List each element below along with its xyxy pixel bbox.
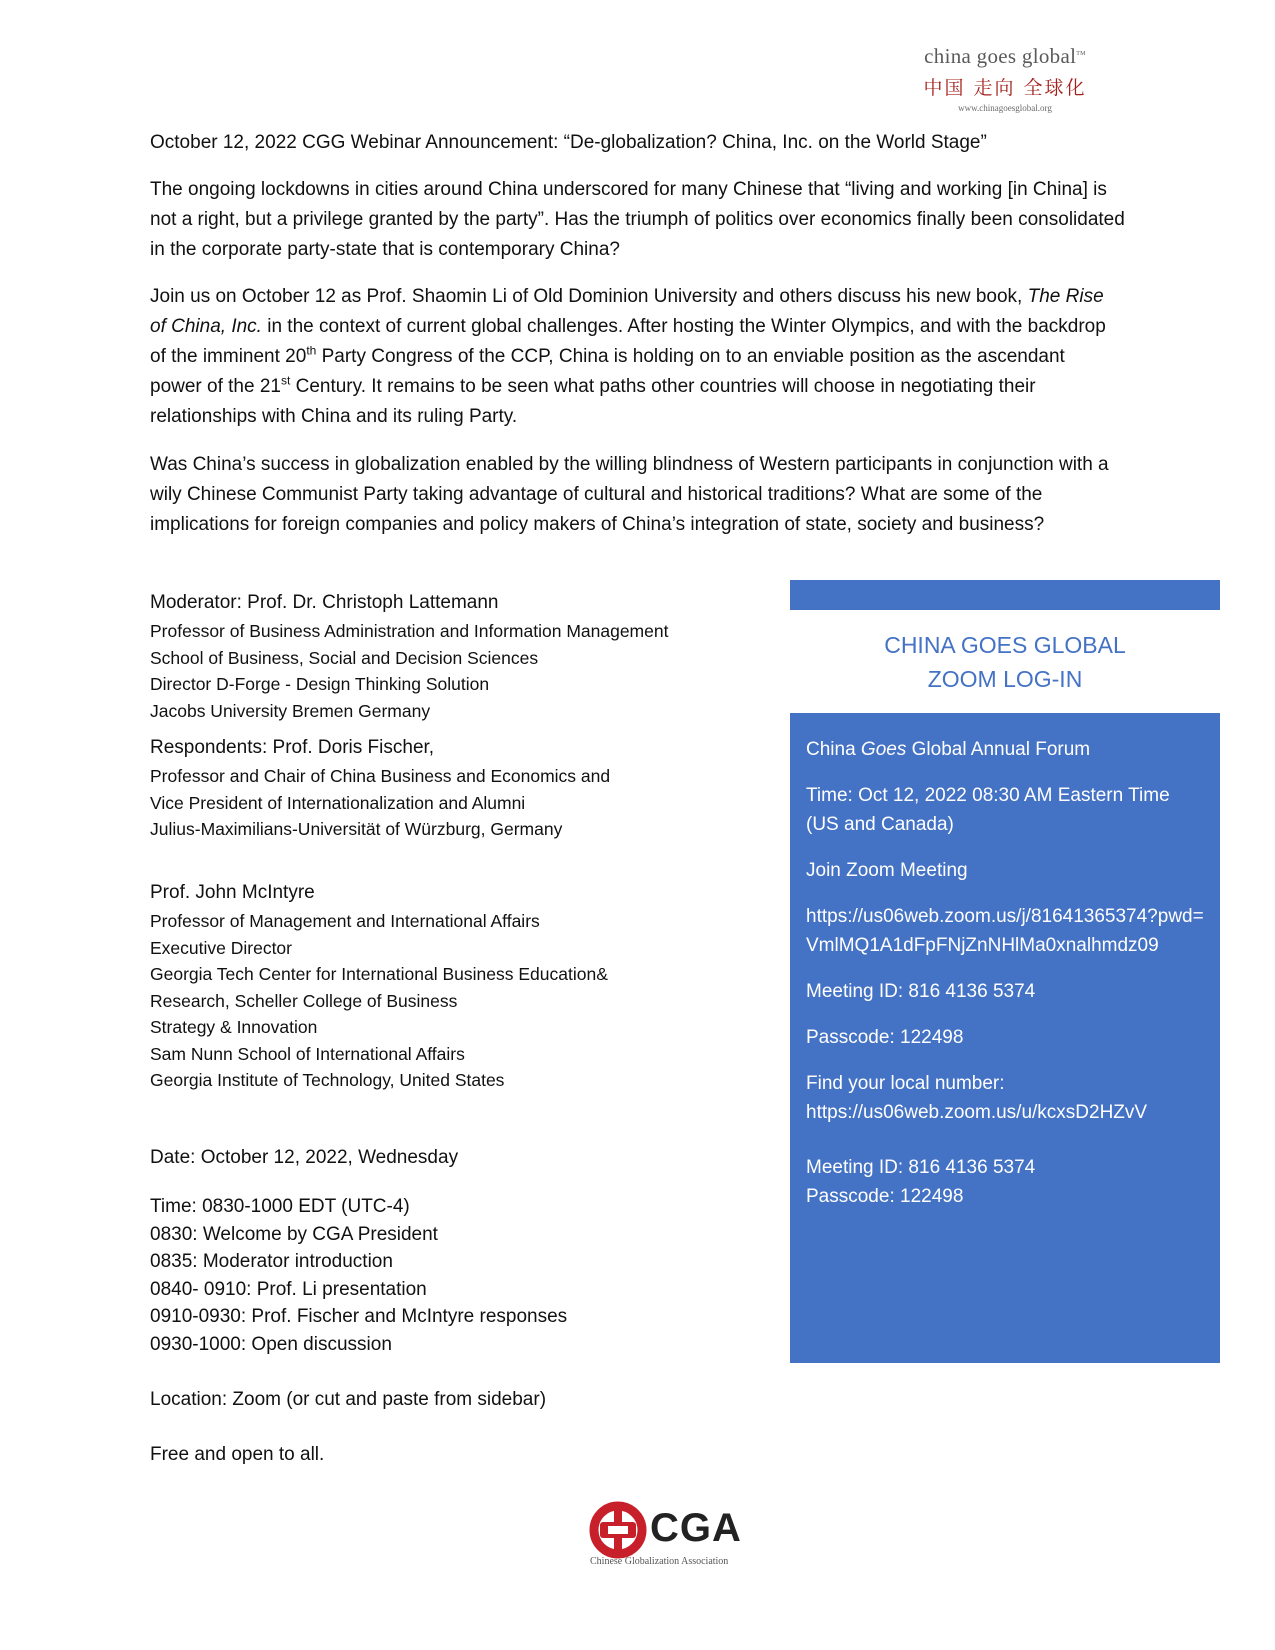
logo-tm: TM bbox=[1076, 51, 1086, 57]
announcement-title: October 12, 2022 CGG Webinar Announcement: “De-globalization? China, Inc. on the World Stage” bbox=[150, 132, 987, 153]
book-paragraph-c: Party Congress of the CCP, China is holding on to an enviable position as the ascendant power of the 21 bbox=[150, 346, 1065, 397]
cga-subtitle: Chinese Globalization Association bbox=[590, 1556, 729, 1567]
respondent-mcintyre-block bbox=[150, 878, 770, 1094]
logo-chinese: 中国 走向 全球化 bbox=[923, 77, 1087, 99]
agenda-item: 0930-1000: Open discussion bbox=[150, 1333, 392, 1355]
cga-name: CGA bbox=[650, 1506, 742, 1550]
respondent-line: Julius-Maximilians-Universität of Würzburg, Germany bbox=[150, 819, 563, 839]
event-date: Date: October 12, 2022, Wednesday bbox=[150, 1147, 459, 1168]
passcode: Passcode: 122498 bbox=[806, 1027, 964, 1048]
agenda-item: 0830: Welcome by CGA President bbox=[150, 1223, 438, 1245]
agenda-block bbox=[150, 1193, 770, 1358]
event-location: Location: Zoom (or cut and paste from sidebar) bbox=[150, 1389, 547, 1410]
join-zoom-label: Join Zoom Meeting bbox=[806, 860, 968, 881]
agenda-item: 0910-0930: Prof. Fischer and McIntyre responses bbox=[150, 1306, 568, 1327]
intro-paragraph: The ongoing lockdowns in cities around China underscored for many Chinese that “living and working [in China] is not a right, but a privilege granted by the party”. Has the triumph of politics over economics finally been consolidated in the corporate party-state that is contemporary China? bbox=[150, 179, 1125, 260]
agenda-item: 0835: Moderator introduction bbox=[150, 1251, 393, 1272]
moderator-line: Director D-Forge - Design Thinking Solution bbox=[150, 674, 490, 694]
forum-name bbox=[806, 735, 1206, 764]
respondent-line: Professor and Chair of China Business and Economics and bbox=[150, 766, 611, 786]
respondent-line: Georgia Tech Center for International Business Education& bbox=[150, 964, 608, 984]
sidebar-title bbox=[790, 628, 1220, 696]
respondent-heading: Prof. John McIntyre bbox=[150, 882, 315, 903]
sidebar-title-line1: CHINA GOES GLOBAL bbox=[884, 632, 1126, 658]
superscript-st: st bbox=[280, 373, 291, 388]
local-number-link[interactable]: https://us06web.zoom.us/u/kcxsD2HZvV bbox=[806, 1102, 1148, 1123]
passcode-repeat: Passcode: 122498 bbox=[806, 1186, 964, 1207]
moderator-block bbox=[150, 588, 770, 724]
respondent-heading: Respondents: Prof. Doris Fischer, bbox=[150, 737, 435, 758]
forum-name-a: China bbox=[806, 739, 861, 760]
book-title: The Rise of China, Inc. bbox=[150, 286, 1104, 337]
local-number-label: Find your local number: bbox=[806, 1073, 1005, 1094]
logo-url: www.chinagoesglobal.org bbox=[958, 103, 1052, 113]
respondent-line: Executive Director bbox=[150, 937, 292, 958]
book-paragraph bbox=[150, 282, 1110, 432]
logo-english: china goes global bbox=[924, 44, 1077, 68]
respondent-fischer-block bbox=[150, 733, 770, 843]
moderator-heading: Moderator: Prof. Dr. Christoph Lattemann bbox=[150, 592, 499, 613]
china-goes-global-logo bbox=[920, 44, 1090, 113]
event-time: Time: 0830-1000 EDT (UTC-4) bbox=[150, 1196, 410, 1217]
moderator-line: School of Business, Social and Decision Sciences bbox=[150, 647, 539, 668]
respondent-line: Sam Nunn School of International Affairs bbox=[150, 1043, 465, 1064]
book-paragraph-d: Century. It remains to be seen what paths other countries will choose in negotiating their relationships with China and its ruling Party. bbox=[150, 376, 1036, 427]
question-paragraph: Was China’s success in globalization enabled by the willing blindness of Western participants in conjunction with a wily Chinese Communist Party taking advantage of cultural and historical traditions? What are some of the implications for foreign companies and policy makers of China’s integration of state, society and business? bbox=[150, 454, 1109, 535]
respondent-line: Professor of Management and International Affairs bbox=[150, 911, 540, 931]
book-paragraph-b: in the context of current global challenges. After hosting the Winter Olympics, and with the backdrop of the imminent 20 bbox=[150, 316, 1106, 367]
cga-logo bbox=[588, 1498, 758, 1578]
zoom-meeting-link[interactable]: https://us06web.zoom.us/j/81641365374?pwd=VmlMQ1A1dFpFNjZnNHlMa0xnalhmdz09 bbox=[806, 906, 1204, 956]
moderator-line: Jacobs University Bremen Germany bbox=[150, 700, 431, 721]
forum-name-c: Global Annual Forum bbox=[906, 739, 1091, 760]
forum-name-goes: Goes bbox=[860, 739, 907, 760]
superscript-th: th bbox=[306, 343, 317, 358]
sidebar-title-line2: ZOOM LOG-IN bbox=[927, 666, 1083, 692]
meeting-time: Time: Oct 12, 2022 08:30 AM Eastern Time (US and Canada) bbox=[806, 785, 1170, 835]
cga-emblem-icon bbox=[588, 1500, 648, 1560]
agenda-item: 0840- 0910: Prof. Li presentation bbox=[150, 1278, 427, 1300]
sidebar-top-bar bbox=[790, 580, 1220, 610]
meeting-id-repeat: Meeting ID: 816 4136 5374 bbox=[806, 1157, 1036, 1178]
zoom-login-panel bbox=[790, 713, 1220, 1363]
respondent-line: Vice President of Internationalization and Alumni bbox=[150, 792, 526, 813]
respondent-line: Strategy & Innovation bbox=[150, 1017, 318, 1037]
free-open-note: Free and open to all. bbox=[150, 1444, 325, 1465]
moderator-line: Professor of Business Administration and Information Management bbox=[150, 621, 669, 641]
respondent-line: Georgia Institute of Technology, United States bbox=[150, 1070, 505, 1090]
meeting-id: Meeting ID: 816 4136 5374 bbox=[806, 981, 1036, 1002]
book-paragraph-a: Join us on October 12 as Prof. Shaomin Li of Old Dominion University and others discuss his new book, bbox=[150, 286, 1023, 307]
respondent-line: Research, Scheller College of Business bbox=[150, 990, 458, 1011]
